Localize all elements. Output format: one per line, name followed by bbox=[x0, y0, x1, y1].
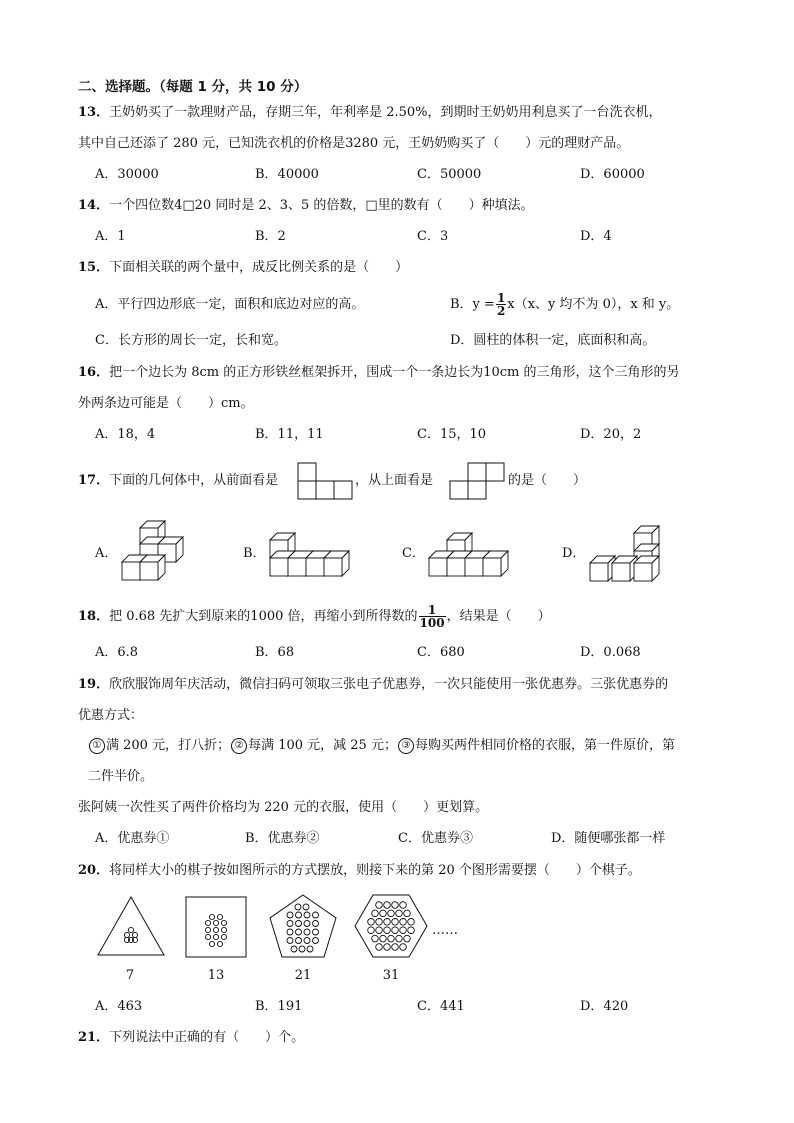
chess-piece bbox=[287, 929, 293, 935]
q15-option-c[interactable]: C．长方形的周长一定，长和宽。 bbox=[95, 333, 287, 348]
chess-piece bbox=[128, 927, 133, 932]
question-number: 16． bbox=[78, 365, 110, 380]
q16-option-b[interactable]: B．11，11 bbox=[255, 427, 324, 442]
question-text: 一个四位数4□20 同时是 2、3、5 的倍数，□里的数有（ ）种填法。 bbox=[109, 198, 534, 213]
question-text: 把一个边长为 8cm 的正方形铁丝框架拆开，围成一个一条边长为10cm 的三角形，这个三角形的另 bbox=[109, 365, 680, 380]
option-a-cubes-icon bbox=[118, 520, 193, 586]
chess-piece bbox=[384, 927, 391, 934]
chess-piece bbox=[217, 914, 222, 919]
q19-option-d[interactable]: D．随便哪张都一样 bbox=[551, 831, 666, 846]
question-text: 王奶奶买了一款理财产品，存期三年，年利率是 2.50%，到期时王奶奶用利息买了一台洗衣机， bbox=[109, 105, 662, 120]
question-number: 15． bbox=[78, 260, 110, 275]
q13-option-a[interactable]: A．30000 bbox=[95, 167, 159, 182]
q17-option-a[interactable]: A． bbox=[95, 546, 118, 561]
cube bbox=[270, 558, 288, 576]
question-19-line1 bbox=[78, 676, 668, 694]
fraction-one-half: $\frac{1}{2}$ bbox=[496, 291, 506, 318]
chess-piece bbox=[408, 927, 415, 934]
q20-option-d[interactable]: D．420 bbox=[580, 999, 629, 1014]
q18-option-c[interactable]: C．680 bbox=[417, 645, 465, 660]
q15-option-a[interactable]: A．平行四边形底一定，面积和底边对应的高。 bbox=[95, 297, 365, 312]
option-b-prefix: B．y = bbox=[450, 297, 495, 312]
question-19-line4: 二件半价。 bbox=[88, 769, 154, 784]
chess-piece bbox=[205, 934, 210, 939]
chess-piece bbox=[384, 919, 391, 926]
question-13-line2: 其中自己还添了 280 元，已知洗衣机的价格是3280 元，王奶奶购买了（ ）元的理财产品。 bbox=[78, 136, 630, 151]
question-20 bbox=[78, 862, 641, 880]
chess-piece bbox=[213, 934, 218, 939]
chess-piece bbox=[376, 919, 383, 926]
question-17-text3: 的是（ ） bbox=[508, 473, 587, 488]
chess-piece bbox=[304, 921, 310, 927]
q18-option-d[interactable]: D．0.068 bbox=[580, 645, 641, 660]
chess-piece bbox=[372, 910, 379, 917]
question-number: 18． bbox=[78, 609, 110, 624]
q19-option-a[interactable]: A．优惠券① bbox=[95, 831, 170, 846]
circled-2-icon: ② bbox=[231, 738, 247, 754]
cube bbox=[429, 558, 447, 576]
chess-piece bbox=[388, 910, 395, 917]
question-number: 21． bbox=[78, 1030, 110, 1045]
chess-piece bbox=[205, 920, 210, 925]
chess-piece bbox=[396, 935, 403, 942]
chess-piece bbox=[296, 929, 302, 935]
triangle-pattern-figure bbox=[96, 895, 166, 957]
q13-option-b[interactable]: B．40000 bbox=[255, 167, 319, 182]
figure-label-2: 13 bbox=[207, 968, 225, 983]
section-title: 二、选择题。（每题 1 分，共 10 分） bbox=[78, 79, 308, 95]
cube bbox=[447, 558, 465, 576]
question-text: 将同样大小的棋子按如图所示的方式摆放，则接下来的第 20 个图形需要摆（ ）个棋子。 bbox=[109, 863, 641, 878]
chess-piece bbox=[217, 941, 222, 946]
chess-piece bbox=[400, 944, 407, 951]
chess-piece bbox=[313, 929, 319, 935]
chess-piece bbox=[392, 902, 399, 909]
chess-piece bbox=[209, 914, 214, 919]
figure-label-3: 21 bbox=[294, 968, 312, 983]
circled-3-icon: ③ bbox=[398, 738, 414, 754]
q13-option-d[interactable]: D．60000 bbox=[580, 167, 645, 182]
q18-option-b[interactable]: B．68 bbox=[255, 645, 295, 660]
q17-option-b[interactable]: B． bbox=[243, 546, 266, 561]
chess-piece bbox=[296, 912, 302, 918]
chess-piece bbox=[296, 921, 302, 927]
cube bbox=[140, 562, 158, 580]
q20-option-a[interactable]: A．463 bbox=[95, 999, 143, 1014]
chess-piece bbox=[368, 927, 375, 934]
chess-piece bbox=[299, 946, 305, 952]
chess-piece bbox=[287, 912, 293, 918]
chess-piece bbox=[287, 921, 293, 927]
question-18 bbox=[78, 602, 551, 632]
q18-option-a[interactable]: A．6.8 bbox=[95, 645, 139, 660]
question-number: 19． bbox=[78, 677, 110, 692]
chess-piece bbox=[380, 935, 387, 942]
circled-1-icon: ① bbox=[89, 738, 105, 754]
chess-piece bbox=[372, 935, 379, 942]
question-text-2: ，结果是（ ） bbox=[446, 609, 551, 624]
chess-piece bbox=[380, 910, 387, 917]
question-16-line1 bbox=[78, 364, 680, 382]
option-c-cubes-icon bbox=[425, 528, 509, 584]
question-17 bbox=[78, 472, 278, 490]
chess-piece bbox=[304, 929, 310, 935]
chess-piece bbox=[209, 941, 214, 946]
chess-piece bbox=[205, 927, 210, 932]
q14-option-a[interactable]: A．1 bbox=[95, 229, 126, 244]
question-text: 下列说法中正确的有（ ）个。 bbox=[109, 1030, 305, 1045]
pentagon-pattern-figure bbox=[268, 893, 338, 959]
q16-option-d[interactable]: D．20，2 bbox=[580, 427, 642, 442]
chess-piece bbox=[132, 932, 137, 937]
chess-piece bbox=[368, 919, 375, 926]
question-21 bbox=[78, 1029, 304, 1047]
chess-piece bbox=[392, 927, 399, 934]
chess-piece bbox=[404, 935, 411, 942]
chess-piece bbox=[295, 904, 301, 910]
chess-piece bbox=[307, 946, 313, 952]
chess-piece bbox=[400, 919, 407, 926]
chess-piece bbox=[384, 902, 391, 909]
chess-piece bbox=[221, 934, 226, 939]
cube bbox=[465, 558, 483, 576]
q17-option-c[interactable]: C． bbox=[402, 546, 425, 561]
question-text: 欣欣服饰周年庆活动，微信扫码可领取三张电子优惠券，一次只能使用一张优惠券。三张优惠券的 bbox=[109, 677, 669, 692]
chess-piece bbox=[376, 944, 383, 951]
fraction-one-hundredth: $\frac{1}{100}$ bbox=[419, 603, 445, 630]
chess-piece bbox=[396, 910, 403, 917]
question-19-line3: ① 满 200 元，打八折； ② 每满 100 元，减 25 元； ③ 每购买两件相同价格的衣服，第一件原价，第 bbox=[88, 737, 675, 755]
hexagon-pattern-figure bbox=[353, 893, 429, 959]
cube bbox=[612, 563, 630, 581]
chess-piece bbox=[376, 902, 383, 909]
chess-piece bbox=[291, 946, 297, 952]
top-view-figure bbox=[449, 462, 507, 502]
chess-piece bbox=[400, 902, 407, 909]
chess-piece bbox=[313, 921, 319, 927]
figure-label-4: 31 bbox=[382, 968, 400, 983]
chess-piece bbox=[304, 912, 310, 918]
chess-piece bbox=[400, 927, 407, 934]
question-text: 把 0.68 先扩大到原来的1000 倍，再缩小到所得数的 bbox=[109, 609, 418, 624]
question-number: 14． bbox=[78, 198, 110, 213]
question-13-line1 bbox=[78, 104, 662, 122]
q13-option-c[interactable]: C．50000 bbox=[417, 167, 482, 182]
option-b-cubes-icon bbox=[266, 528, 356, 574]
chess-piece bbox=[392, 944, 399, 951]
chess-piece bbox=[213, 927, 218, 932]
q14-option-c[interactable]: C．3 bbox=[417, 229, 449, 244]
chess-piece bbox=[408, 919, 415, 926]
cube bbox=[590, 563, 608, 581]
q19-option-b[interactable]: B．优惠券② bbox=[245, 831, 320, 846]
q16-option-c[interactable]: C．15，10 bbox=[417, 427, 487, 442]
q14-option-d[interactable]: D．4 bbox=[580, 229, 612, 244]
cube bbox=[634, 563, 652, 581]
chess-piece bbox=[287, 938, 293, 944]
cube bbox=[288, 558, 306, 576]
chess-piece bbox=[388, 935, 395, 942]
chess-piece bbox=[376, 927, 383, 934]
question-text: 下面的几何体中，从前面看是 bbox=[109, 473, 279, 488]
q19-option-c[interactable]: C．优惠券③ bbox=[398, 831, 473, 846]
q16-option-a[interactable]: A．18，4 bbox=[95, 427, 156, 442]
cube bbox=[483, 558, 501, 576]
question-19-line5: 张阿姨一次性买了两件价格均为 220 元的衣服，使用（ ）更划算。 bbox=[78, 800, 489, 815]
q15-option-d[interactable]: D．圆柱的体积一定，底面积和高。 bbox=[450, 333, 656, 348]
ellipsis: …… bbox=[432, 923, 458, 938]
q20-option-c[interactable]: C．441 bbox=[417, 999, 465, 1014]
question-number: 20． bbox=[78, 863, 110, 878]
square-pattern-figure bbox=[184, 895, 248, 959]
chess-piece bbox=[124, 932, 129, 937]
q15-option-b[interactable] bbox=[450, 290, 679, 320]
question-19-line2: 优惠方式： bbox=[78, 708, 144, 723]
chess-piece bbox=[304, 938, 310, 944]
chess-piece bbox=[404, 910, 411, 917]
front-view-figure bbox=[297, 462, 355, 502]
option-b-suffix: x（x、y 均不为 0），x 和 y。 bbox=[507, 297, 680, 312]
q20-option-b[interactable]: B．191 bbox=[255, 999, 303, 1014]
question-number: 13． bbox=[78, 105, 110, 120]
figure-label-1: 7 bbox=[125, 968, 135, 983]
question-15 bbox=[78, 259, 408, 277]
cube bbox=[122, 562, 140, 580]
chess-piece bbox=[213, 920, 218, 925]
q17-option-d[interactable]: D． bbox=[562, 546, 586, 561]
chess-piece bbox=[296, 938, 302, 944]
question-number: 17． bbox=[78, 473, 110, 488]
chess-piece bbox=[384, 944, 391, 951]
question-17-text2: ，从上面看是 bbox=[355, 473, 434, 488]
question-text: 下面相关联的两个量中，成反比例关系的是（ ） bbox=[109, 260, 409, 275]
chess-piece bbox=[303, 904, 309, 910]
chess-piece bbox=[313, 912, 319, 918]
chess-piece bbox=[221, 927, 226, 932]
question-14 bbox=[78, 197, 534, 215]
cube bbox=[324, 558, 342, 576]
chess-piece bbox=[313, 938, 319, 944]
cube bbox=[306, 558, 324, 576]
chess-piece bbox=[221, 920, 226, 925]
option-d-cubes-icon bbox=[586, 525, 666, 585]
question-16-line2: 外两条边可能是（ ）cm。 bbox=[78, 396, 254, 411]
chess-piece bbox=[392, 919, 399, 926]
q14-option-b[interactable]: B．2 bbox=[255, 229, 286, 244]
